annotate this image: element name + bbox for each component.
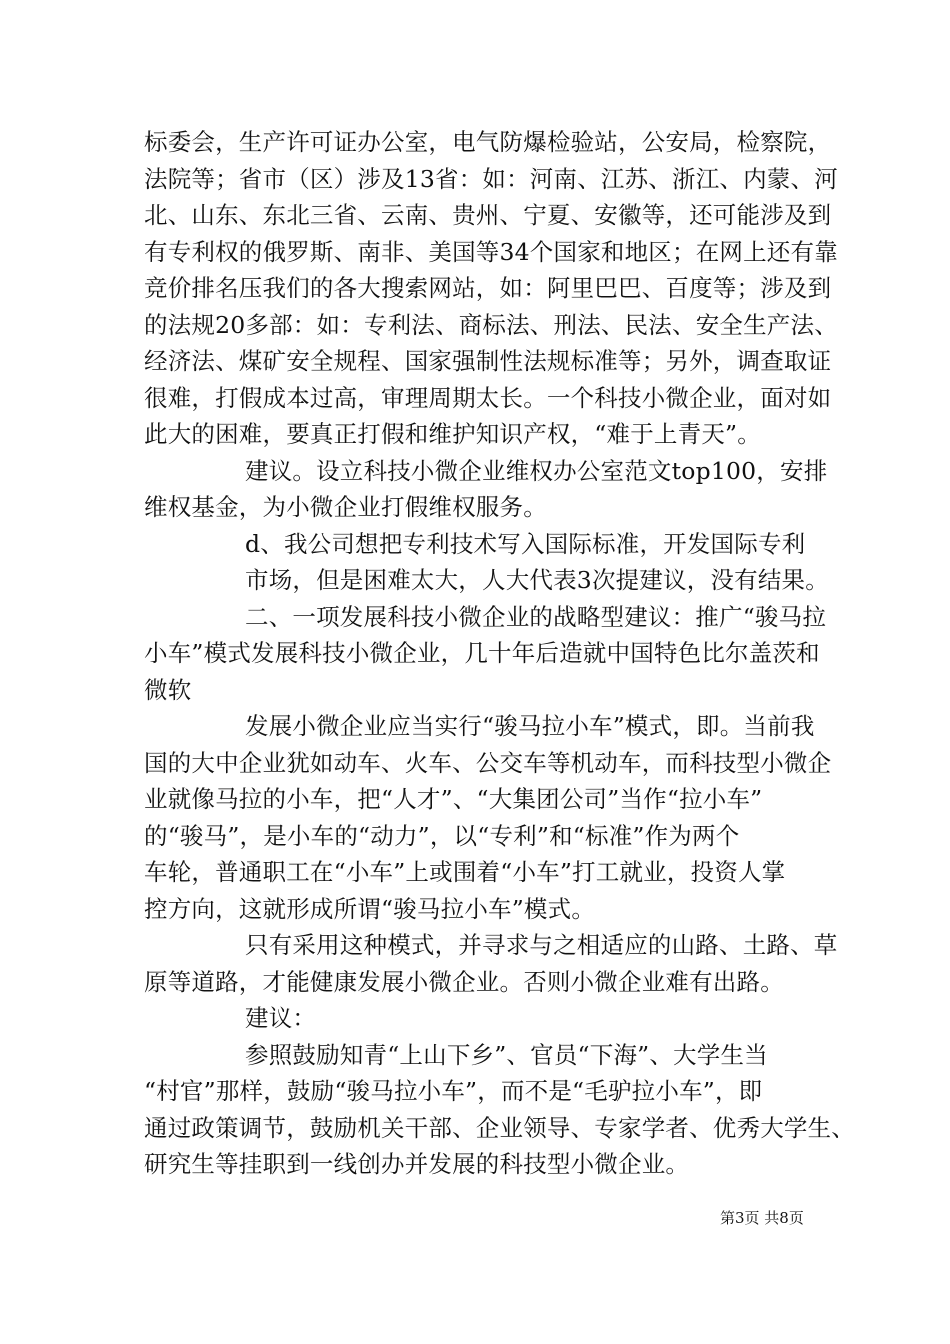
- text-line: 通过政策调节，鼓励机关干部、企业领导、专家学者、优秀大学生、: [144, 1114, 855, 1142]
- text-line: 标委会，生产许可证办公室，电气防爆检验站，公安局，检察院，: [144, 128, 832, 156]
- text-line: 控方向，这就形成所谓“骏马拉小车”模式。: [144, 895, 596, 923]
- section-heading: 二、一项发展科技小微企业的战略型建议：推广“骏马拉: [245, 603, 827, 631]
- paragraph-start: 参照鼓励知青“上山下乡”、官员“下海”、大学生当: [245, 1041, 768, 1069]
- section-heading-cont: 微软: [144, 676, 192, 704]
- text-line: 研究生等挂职到一线创办并发展的科技型小微企业。: [144, 1150, 690, 1178]
- text-line: 法院等；省市（区）涉及13省：如：河南、江苏、浙江、内蒙、河: [144, 165, 838, 193]
- text-line: 市场，但是困难太大，人大代表3次提建议，没有结果。: [245, 566, 829, 594]
- text-line: 北、山东、东北三省、云南、贵州、宁夏、安徽等，还可能涉及到: [144, 201, 832, 229]
- text-line: 此大的困难，要真正打假和维护知识产权，“难于上青天”。: [144, 420, 761, 448]
- section-heading-cont: 小车”模式发展科技小微企业，几十年后造就中国特色比尔盖茨和: [144, 639, 820, 667]
- page-number: 第3页 共8页: [720, 1209, 804, 1227]
- text-line: “村官”那样，鼓励“骏马拉小车”，而不是“毛驴拉小车”，即: [144, 1077, 763, 1105]
- paragraph-start: 只有采用这种模式，并寻求与之相适应的山路、土路、草: [245, 931, 838, 959]
- paragraph-start: 建议：: [245, 1004, 317, 1032]
- text-line: 很难，打假成本过高，审理周期太长。一个科技小微企业，面对如: [144, 384, 832, 412]
- text-line: 有专利权的俄罗斯、南非、美国等34个国家和地区；在网上还有靠: [144, 238, 838, 266]
- text-line: 国的大中企业犹如动车、火车、公交车等机动车，而科技型小微企: [144, 749, 832, 777]
- text-line: 业就像马拉的小车，把“人才”、“大集团公司”当作“拉小车”: [144, 785, 763, 813]
- text-line: 维权基金，为小微企业打假维权服务。: [144, 493, 547, 521]
- paragraph-start: 建议。设立科技小微企业维权办公室范文top100，安排: [245, 457, 828, 485]
- paragraph-start: d、我公司想把专利技术写入国际标准，开发国际专利: [245, 530, 806, 558]
- text-line: 原等道路，才能健康发展小微企业。否则小微企业难有出路。: [144, 968, 784, 996]
- text-line: 经济法、煤矿安全规程、国家强制性法规标准等；另外，调查取证: [144, 347, 832, 375]
- text-line: 竞价排名压我们的各大搜索网站，如：阿里巴巴、百度等；涉及到: [144, 274, 832, 302]
- text-line: 车轮，普通职工在“小车”上或围着“小车”打工就业，投资人掌: [144, 858, 786, 886]
- text-line: 的法规20多部：如：专利法、商标法、刑法、民法、安全生产法、: [144, 311, 838, 339]
- text-line: 的“骏马”，是小车的“动力”，以“专利”和“标准”作为两个: [144, 822, 740, 850]
- paragraph-start: 发展小微企业应当实行“骏马拉小车”模式，即。当前我: [245, 712, 815, 740]
